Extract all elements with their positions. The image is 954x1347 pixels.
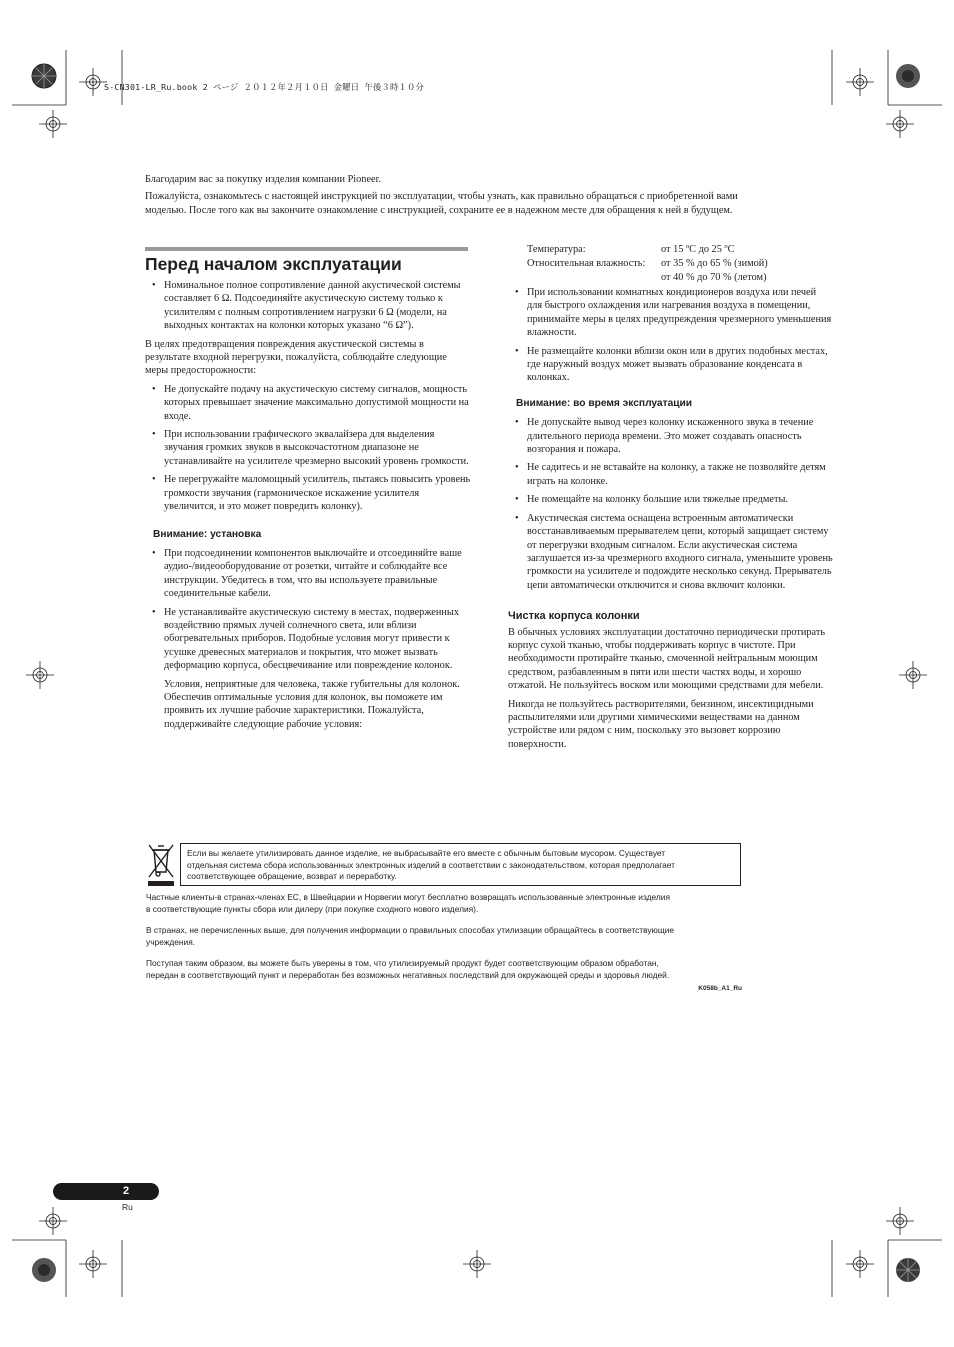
- recycling-p3-line-2: передан в соответствующий пункт и переработан без возможных негативных последствий для окружающей среды и здоровья людей.: [146, 969, 670, 980]
- cleaning-heading: Чистка корпуса колонки: [508, 610, 640, 623]
- recycling-box-line-3: соответствующее обращение, возврат и переработку.: [187, 871, 397, 882]
- recycling-p1-line-1: Частные клиенты-в странах-членах ЕС, в Швейцарии и Норвегии могут бесплатно возвращать использованные электронные изделия: [146, 892, 670, 902]
- operation-heading: Внимание: во время эксплуатации: [516, 397, 693, 409]
- humidity-row: [508, 257, 833, 271]
- intro: [145, 173, 845, 217]
- precautions-list: [145, 383, 471, 514]
- recycling-box-line-2: отдельная система сбора использованных электронных изделий в соответствии с законодательством, которая предполагает: [187, 859, 676, 870]
- list-item: • При подсоединении компонентов выключайте и отсоединяйте ваше аудио-/видеооборудование от розетки, читайте и соблюдайте все инструкции. Убедитесь в том, что вы используете правильные соединительные кабели.: [145, 547, 471, 601]
- crossed-bin-icon: [146, 842, 176, 888]
- humidity-label: Относительная влажность:: [527, 258, 646, 269]
- list-item: • Не перегружайте маломощный усилитель, пытаясь повысить уровень громкости звучания (гармоническое искажение усилителя увеличится, и это может повредить колонку).: [145, 473, 471, 513]
- operation-list: [508, 416, 833, 592]
- cleaning-paragraph-2: Никогда не пользуйтесь растворителями, бензином, инсектицидными распылителями или другими химическими веществами на данном устройстве или рядом с ним, поскольку это вызовет коррозию поверхности.: [508, 698, 814, 750]
- document-code: K058b_A1_Ru: [698, 985, 742, 992]
- cleaning-paragraph-1: В обычных условиях эксплуатации достаточно периодически протирать корпус сухой тканью, чтобы поддерживать корпус в чистоте. При необходимости протирайте тканью, смоченной нейтральным моющим средством, разбавленным в пяти или шести частях воды, и хорошо отжатой. Не пользуйтесь воском или моющими средствами для мебели.: [508, 626, 826, 692]
- intro-thanks: Благодарим вас за покупку изделия компании Pioneer.: [145, 174, 382, 185]
- install-heading: Внимание: установка: [153, 528, 262, 540]
- humidity-winter: от 35 % до 65 % (зимой): [661, 258, 768, 269]
- list-item-impedance: • Номинальное полное сопротивление данной акустической системы составляет 6 Ω. Подсоединяйте акустическую систему только к усилителям с полным сопротивлением нагрузки 6 Ω (модели, на выходных контактах на колонки которых указано “6 Ω”).: [145, 279, 471, 333]
- install-list: [145, 547, 471, 673]
- right-column: [508, 243, 833, 756]
- list-item: • Не допускайте подачу на акустическую систему сигналов, мощность которых превышает значение максимально допустимой мощности на входе.: [145, 383, 471, 423]
- list-item: • При использовании комнатных кондиционеров воздуха или печей для быстрого охлаждения или нагревания воздуха в помещении, принимайте меры в целях предупреждения чрезмерного уменьшения влажности.: [508, 286, 833, 340]
- intro-read-line-1: Пожалуйста, ознакомьтесь с настоящей инструкцией по эксплуатации, чтобы узнать, как правильно обращаться с приобретенной вами: [145, 191, 738, 203]
- section-rule: [145, 247, 468, 251]
- list-item: • Не устанавливайте акустическую систему в местах, подверженных воздействию прямых лучей солнечного света, или вблизи обогревательных приборов. Подобные условия могут привести к усушке древесных материалов и покрытия, что может вызвать деформацию корпуса, обесцвечивание или повреждение колонок.: [145, 606, 471, 673]
- list-item: • Не помещайте на колонку большие или тяжелые предметы.: [508, 493, 833, 506]
- left-column: [145, 279, 471, 736]
- temperature-row: [508, 243, 833, 257]
- recycling-box-line-1: Если вы желаете утилизировать данное изделие, не выбрасывайте его вместе с обычным бытовым мусором. Существует: [187, 848, 666, 858]
- recycling-p2-line-1: В странах, не перечисленных выше, для получения информации о правильных способах утилизации обращайтесь в соответствующие: [146, 925, 675, 936]
- precautions-intro: В целях предотвращения повреждения акустической системы в результате входной перегрузки, пожалуйста, соблюдайте следующие меры предосторожности:: [145, 338, 447, 377]
- humidity-row-2: [508, 271, 833, 285]
- install-continuation: Условия, неприятные для человека, также губительны для колонок. Обеспечив оптимальные условия для колонок, вы поможете им проявить их лучшие рабочие характеристики. Пожалуйста, поддерживайте следующие рабочие условия:: [164, 678, 460, 730]
- humidity-summer: от 40 % до 70 % (летом): [661, 272, 767, 283]
- temperature-value: от 15 ºC до 25 ºC: [661, 244, 735, 255]
- temperature-label: Температура:: [527, 244, 586, 255]
- intro-read-line-2: моделью. После того как вы закончите ознакомление с инструкцией, сохраните ее в надежном месте для обращения к ней в будущем.: [145, 204, 733, 216]
- recycling-p3-line-1: Поступая таким образом, вы можете быть уверены в том, что утилизируемый продукт будет соответствующим образом обработан,: [146, 958, 659, 969]
- list-item: • Акустическая система оснащена встроенным автоматически восстанавливаемым прерывателем цепи, который защищает систему от перегрузки входным сигналом. Если акустическая система заглушается из-за чрезмерного входного сигнала, уменьшите уровень громкости на усилителе и подождите несколько секунд. Прерыватель цепи автоматически отключится и снова включит колонки.: [508, 512, 833, 592]
- recycling-notice-box: [180, 843, 741, 886]
- list-item: • При использовании графического эквалайзера для выделения звучания громких звуков в высокочастотном диапазоне не устанавливайте на усилителе чрезмерно высокий уровень громкости.: [145, 428, 471, 468]
- page-number: 2: [122, 1185, 130, 1197]
- list-item: • Не допускайте вывод через колонку искаженного звука в течение длительного периода времени. Это может создавать опасность возгорания и пожара.: [508, 416, 833, 456]
- environment-list: [508, 286, 833, 385]
- recycling-p2-line-2: учреждения.: [146, 936, 196, 947]
- recycling-p1-line-2: в соответствующие пункты сбора или дилеру (при покупке сходного нового изделия).: [146, 903, 479, 914]
- list-item: • Не садитесь и не вставайте на колонку, а также не позволяйте детям играть на колонке.: [508, 461, 833, 488]
- page-number-tab: [53, 1183, 159, 1200]
- language-code: Ru: [122, 1202, 133, 1212]
- list-item: • Не размещайте колонки вблизи окон или в других подобных местах, где наружный воздух может вызвать образование конденсата в колонках.: [508, 345, 833, 385]
- impedance-list: [145, 279, 471, 333]
- recycling-text: [146, 892, 746, 982]
- section-title: Перед началом эксплуатации: [145, 254, 402, 274]
- print-file-line: S-CN301-LR_Ru.book 2 ページ ２０１２年２月１０日 金曜日 午後３時１０分: [104, 82, 424, 92]
